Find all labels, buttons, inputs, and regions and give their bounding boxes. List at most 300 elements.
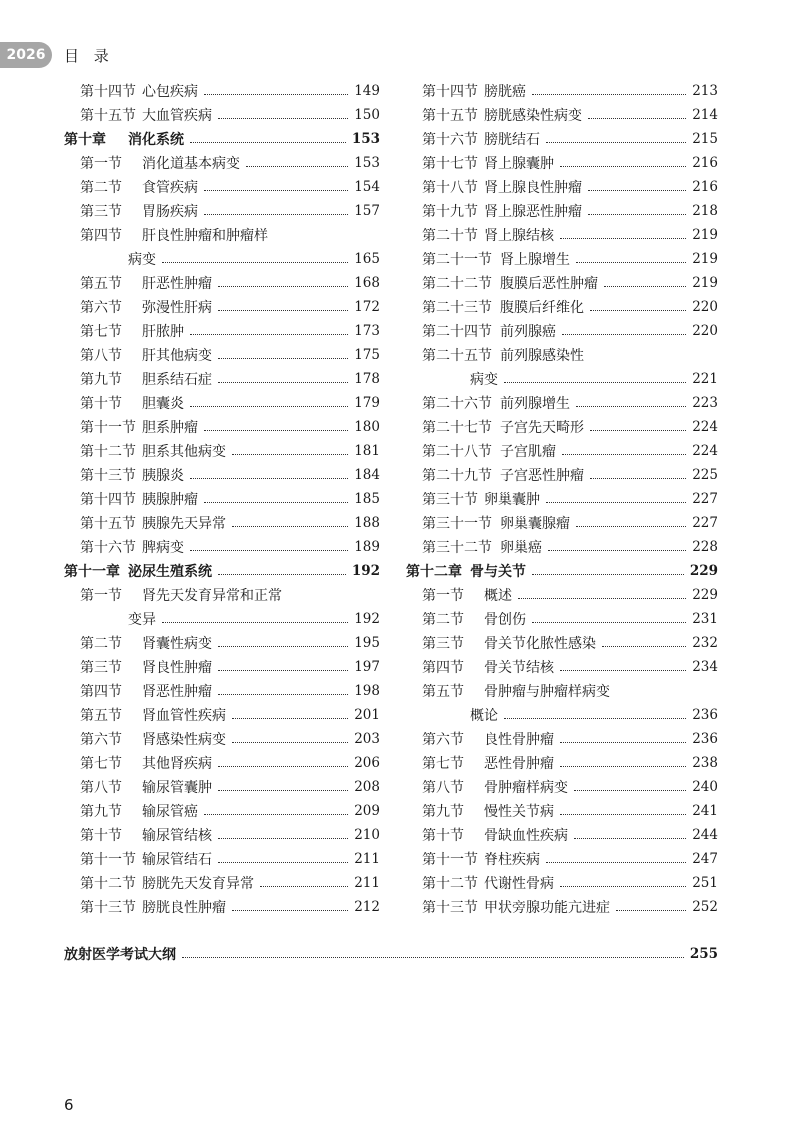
dot-leader: [588, 214, 686, 215]
header-title: 目 录: [64, 46, 114, 65]
toc-entry-title: 食管疾病: [142, 180, 198, 196]
toc-section-entry[interactable]: [64, 655, 380, 679]
toc-entry-number: 第十六节: [80, 540, 136, 556]
dot-leader: [218, 766, 348, 767]
toc-section-entry[interactable]: [64, 391, 380, 415]
dot-leader: [590, 430, 686, 431]
dot-leader: [616, 910, 686, 911]
toc-entry-number: 第五节: [80, 708, 122, 724]
toc-entry-title: 慢性关节病: [484, 804, 554, 820]
dot-leader: [562, 454, 686, 455]
toc-entry-page: 220: [692, 299, 718, 315]
toc-entry-number: 第十节: [80, 396, 122, 412]
toc-entry-title: 概论: [470, 708, 498, 724]
toc-entry-page: 219: [692, 275, 718, 291]
toc-section-entry[interactable]: [406, 223, 718, 247]
toc-section-entry[interactable]: [64, 175, 380, 199]
toc-entry-page: 209: [354, 803, 380, 819]
toc-entry-title: 子宫恶性肿瘤: [500, 468, 584, 484]
toc-entry-number: 第六节: [80, 300, 122, 316]
toc-entry-number: 第九节: [80, 804, 122, 820]
dot-leader: [204, 814, 348, 815]
toc-entry-number: 第二节: [80, 180, 122, 196]
toc-entry-number: 第十七节: [422, 156, 478, 172]
toc-entry-page: 168: [354, 275, 380, 291]
toc-section-entry[interactable]: [406, 823, 718, 847]
dot-leader: [204, 214, 348, 215]
toc-entry-page: 220: [692, 323, 718, 339]
toc-section-entry[interactable]: [406, 199, 718, 223]
dot-leader: [560, 670, 686, 671]
toc-entry-page: 224: [692, 443, 718, 459]
toc-entry-title: 输尿管癌: [142, 804, 198, 820]
toc-section-entry[interactable]: [406, 175, 718, 199]
toc-entry-number: 第二十八节: [422, 444, 492, 460]
toc-entry-number: 第十二节: [80, 444, 136, 460]
toc-section-entry[interactable]: [64, 895, 380, 919]
toc-entry-title: 前列腺癌: [500, 324, 556, 340]
toc-entry-title: 脾病变: [142, 540, 184, 556]
toc-entry-page: 234: [692, 659, 718, 675]
toc-section-entry[interactable]: [406, 775, 718, 799]
toc-entry-title: 肾上腺恶性肿瘤: [484, 204, 582, 220]
toc-entry-number: 第十一节: [80, 852, 136, 868]
toc-entry-page: 232: [692, 635, 718, 651]
toc-entry-number: 第二十二节: [422, 276, 492, 292]
dot-leader: [218, 790, 348, 791]
toc-entry-number: 第六节: [80, 732, 122, 748]
toc-entry-page: 240: [692, 779, 718, 795]
dot-leader: [218, 862, 348, 863]
toc-section-entry[interactable]: [64, 199, 380, 223]
toc-entry-page: 224: [692, 419, 718, 435]
toc-section-entry[interactable]: [64, 463, 380, 487]
toc-entry-number: 第十一节: [80, 420, 136, 436]
toc-section-entry[interactable]: [64, 727, 380, 751]
toc-entry-title: 肾血管性疾病: [142, 708, 226, 724]
toc-section-entry[interactable]: [64, 79, 380, 103]
toc-section-entry[interactable]: [406, 607, 718, 631]
toc-section-entry[interactable]: [64, 823, 380, 847]
dot-leader: [590, 310, 686, 311]
toc-entry-number: 第十六节: [422, 132, 478, 148]
toc-entry-page: 192: [351, 563, 380, 579]
dot-leader: [518, 598, 686, 599]
toc-entry-title: 胰腺炎: [142, 468, 184, 484]
toc-entry-page: 228: [692, 539, 718, 555]
dot-leader: [604, 286, 686, 287]
toc-entry-page: 206: [354, 755, 380, 771]
toc-entry-title: 膀胱先天发育异常: [142, 876, 254, 892]
toc-entry-title: 胆系其他病变: [142, 444, 226, 460]
toc-chapter-entry[interactable]: [64, 127, 380, 151]
toc-entry-page: 153: [351, 131, 380, 147]
toc-entry-page: 216: [692, 179, 718, 195]
toc-section-entry[interactable]: [64, 295, 380, 319]
toc-entry-number: 第三十节: [422, 492, 478, 508]
toc-entry-number: 第二十节: [422, 228, 478, 244]
dot-leader: [218, 382, 348, 383]
toc-section-entry[interactable]: [64, 799, 380, 823]
toc-entry-page: 236: [692, 731, 718, 747]
toc-entry-page: 184: [354, 467, 380, 483]
toc-entry-number: 第四节: [80, 228, 122, 244]
toc-entry-number: 第八节: [80, 348, 122, 364]
toc-entry-title: 代谢性骨病: [484, 876, 554, 892]
toc-section-entry[interactable]: [406, 463, 718, 487]
toc-entry-number: 第二十九节: [422, 468, 492, 484]
toc-section-entry[interactable]: [406, 127, 718, 151]
dot-leader: [218, 694, 348, 695]
toc-entry-page: 165: [354, 251, 380, 267]
dot-leader: [232, 526, 348, 527]
toc-entry-title: 胰腺肿瘤: [142, 492, 198, 508]
toc-entry-number: 第五节: [80, 276, 122, 292]
toc-right-column: [406, 79, 718, 919]
dot-leader: [232, 742, 348, 743]
toc-section-entry[interactable]: [406, 151, 718, 175]
toc-section-entry[interactable]: [406, 751, 718, 775]
toc-entry-page: 241: [692, 803, 718, 819]
dot-leader: [218, 358, 348, 359]
toc-section-entry[interactable]: [64, 775, 380, 799]
toc-entry-page: 229: [692, 587, 718, 603]
toc-section-entry[interactable]: [64, 703, 380, 727]
toc-entry-number: 第一节: [80, 156, 122, 172]
toc-entry-page: 173: [354, 323, 380, 339]
toc-entry-number: 第三节: [422, 636, 464, 652]
toc-entry-number: 第一节: [80, 588, 122, 604]
toc-section-entry[interactable]: [406, 439, 718, 463]
toc-section-entry[interactable]: [406, 319, 718, 343]
toc-entry-title: 骨缺血性疾病: [484, 828, 568, 844]
toc-section-entry[interactable]: [64, 511, 380, 535]
toc-section-entry[interactable]: [406, 847, 718, 871]
toc-entry-title: 其他肾疾病: [142, 756, 212, 772]
dot-leader: [532, 574, 684, 575]
dot-leader: [204, 430, 348, 431]
dot-leader: [204, 94, 348, 95]
toc-entry-page: 219: [692, 251, 718, 267]
toc-section-entry[interactable]: [406, 631, 718, 655]
dot-leader: [560, 742, 686, 743]
toc-entry-title: 卵巢囊肿: [484, 492, 540, 508]
page-number: 6: [64, 1096, 74, 1114]
toc-entry-number: 第十节: [422, 828, 464, 844]
toc-entry-title: 消化道基本病变: [142, 156, 240, 172]
toc-entry-page: 211: [354, 851, 380, 867]
toc-entry-title: 输尿管结石: [142, 852, 212, 868]
toc-entry-page: 201: [354, 707, 380, 723]
toc-entry-title: 腹膜后恶性肿瘤: [500, 276, 598, 292]
toc-entry-page: 219: [692, 227, 718, 243]
dot-leader: [590, 478, 686, 479]
toc-entry-page: 221: [692, 371, 718, 387]
toc-section-entry[interactable]: [64, 367, 380, 391]
toc-section-entry[interactable]: [64, 151, 380, 175]
toc-entry-number: 第七节: [422, 756, 464, 772]
toc-entry-number: 第十四节: [422, 84, 478, 100]
dot-leader: [246, 166, 348, 167]
dot-leader: [190, 142, 346, 143]
toc-entry-number: 第二十七节: [422, 420, 492, 436]
toc-section-entry[interactable]: [406, 799, 718, 823]
toc-entry-title: 肾感染性病变: [142, 732, 226, 748]
toc-entry-page: 192: [354, 611, 380, 627]
dot-leader: [190, 406, 348, 407]
toc-section-entry[interactable]: [64, 535, 380, 559]
toc-section-entry[interactable]: [406, 487, 718, 511]
toc-entry-title: 骨肿瘤与肿瘤样病变: [484, 684, 610, 700]
toc-section-entry[interactable]: [406, 511, 718, 535]
toc-entry-number: 第十三节: [80, 468, 136, 484]
toc-entry-title: 膀胱结石: [484, 132, 540, 148]
toc-entry-title: 骨关节结核: [484, 660, 554, 676]
dot-leader: [204, 502, 348, 503]
dot-leader: [232, 454, 348, 455]
dot-leader: [532, 94, 686, 95]
toc-entry-page: 178: [354, 371, 380, 387]
toc-entry-number: 第二十三节: [422, 300, 492, 316]
toc-entry-number: 第七节: [80, 756, 122, 772]
toc-entry-page: 197: [354, 659, 380, 675]
toc-entry-page: 225: [692, 467, 718, 483]
toc-section-entry[interactable]: [406, 679, 718, 703]
toc-entry-title: 腹膜后纤维化: [500, 300, 584, 316]
toc-entry-title: 胃肠疾病: [142, 204, 198, 220]
toc-entry-page: 208: [354, 779, 380, 795]
toc-entry-page: 251: [692, 875, 718, 891]
dot-leader: [232, 910, 348, 911]
dot-leader: [162, 622, 348, 623]
toc-section-entry[interactable]: [64, 223, 380, 247]
toc-entry-title: 膀胱感染性病变: [484, 108, 582, 124]
dot-leader: [504, 382, 686, 383]
toc-section-entry[interactable]: [406, 295, 718, 319]
toc-entry-number: 第二十四节: [422, 324, 492, 340]
toc-entry-page: 213: [692, 83, 718, 99]
toc-entry-title: 膀胱良性肿瘤: [142, 900, 226, 916]
toc-entry-number: 第十五节: [80, 108, 136, 124]
dot-leader: [546, 862, 686, 863]
dot-leader: [560, 814, 686, 815]
toc-entry-title: 消化系统: [128, 132, 184, 148]
toc-entry-number: 第三节: [80, 204, 122, 220]
toc-section-entry[interactable]: [406, 247, 718, 271]
toc-entry-title: 弥漫性肝病: [142, 300, 212, 316]
toc-section-entry[interactable]: [64, 415, 380, 439]
toc-entry-title: 心包疾病: [142, 84, 198, 100]
toc-entry-title: 前列腺感染性: [500, 348, 584, 364]
toc-entry-page: 154: [354, 179, 380, 195]
dot-leader: [190, 550, 348, 551]
toc-entry-number: 第二十五节: [422, 348, 492, 364]
dot-leader: [232, 718, 348, 719]
toc-chapter-entry[interactable]: [406, 559, 718, 583]
toc-entry-title: 肾上腺囊肿: [484, 156, 554, 172]
toc-entry-page: 229: [689, 563, 718, 579]
toc-section-entry[interactable]: [406, 703, 718, 727]
toc-entry-page: 181: [354, 443, 380, 459]
toc-entry-title: 泌尿生殖系统: [128, 564, 212, 580]
toc-section-entry[interactable]: [64, 583, 380, 607]
toc-entry-number: 第一节: [422, 588, 464, 604]
toc-section-entry[interactable]: [406, 271, 718, 295]
toc-chapter-entry[interactable]: [64, 559, 380, 583]
toc-entry-title: 胆系肿瘤: [142, 420, 198, 436]
dot-leader: [560, 166, 686, 167]
toc-entry-title: 甲状旁腺功能亢进症: [484, 900, 610, 916]
toc-entry-page: 212: [354, 899, 380, 915]
toc-section-entry[interactable]: [406, 343, 718, 367]
toc-entry-page: 203: [354, 731, 380, 747]
toc-entry-number: 第八节: [422, 780, 464, 796]
toc-entry-number: 第二节: [80, 636, 122, 652]
toc-entry-number: 第十章: [64, 132, 106, 148]
toc-left-column: [64, 79, 380, 919]
toc-entry-page: 223: [692, 395, 718, 411]
toc-entry-number: 第四节: [80, 684, 122, 700]
toc-entry-page: 227: [692, 515, 718, 531]
dot-leader: [560, 766, 686, 767]
toc-entry-title: 子宫先天畸形: [500, 420, 584, 436]
toc-section-entry[interactable]: [64, 103, 380, 127]
dot-leader: [182, 957, 684, 958]
toc-entry-number: 第十二节: [422, 876, 478, 892]
toc-entry-title: 子宫肌瘤: [500, 444, 556, 460]
dot-leader: [562, 334, 686, 335]
dot-leader: [218, 838, 348, 839]
toc-entry-number: 第十三节: [422, 900, 478, 916]
toc-entry-page: 189: [354, 539, 380, 555]
toc-entry-title: 概述: [484, 588, 512, 604]
toc-section-entry[interactable]: [406, 583, 718, 607]
toc-entry-title: 大血管疾病: [142, 108, 212, 124]
dot-leader: [218, 670, 348, 671]
toc-entry-page: 252: [692, 899, 718, 915]
year-badge: 2026: [0, 42, 52, 68]
toc-entry-number: 第十九节: [422, 204, 478, 220]
toc-section-entry[interactable]: [64, 847, 380, 871]
toc-entry-exam-outline[interactable]: [64, 942, 718, 966]
toc-section-entry[interactable]: [64, 271, 380, 295]
toc-entry-title: 病变: [470, 372, 498, 388]
dot-leader: [576, 262, 686, 263]
toc-section-entry[interactable]: [406, 727, 718, 751]
dot-leader: [504, 718, 686, 719]
toc-entry-title: 输尿管结核: [142, 828, 212, 844]
toc-entry-number: 第十三节: [80, 900, 136, 916]
toc-entry-number: 第二十六节: [422, 396, 492, 412]
toc-entry-page: 244: [692, 827, 718, 843]
toc-entry-page: 214: [692, 107, 718, 123]
dot-leader: [218, 310, 348, 311]
dot-leader: [588, 190, 686, 191]
dot-leader: [190, 334, 348, 335]
toc-entry-title: 输尿管囊肿: [142, 780, 212, 796]
toc-entry-number: 第十八节: [422, 180, 478, 196]
toc-section-entry[interactable]: [406, 535, 718, 559]
toc-section-entry[interactable]: [64, 607, 380, 631]
dot-leader: [588, 118, 686, 119]
toc-section-entry[interactable]: [64, 439, 380, 463]
toc-section-entry[interactable]: [406, 367, 718, 391]
toc-entry-number: 第十二章: [406, 564, 462, 580]
toc-section-entry[interactable]: [406, 391, 718, 415]
dot-leader: [546, 502, 686, 503]
toc-section-entry[interactable]: [406, 103, 718, 127]
toc-entry-page: 218: [692, 203, 718, 219]
toc-section-entry[interactable]: [64, 487, 380, 511]
toc-entry-page: 227: [692, 491, 718, 507]
toc-section-entry[interactable]: [64, 343, 380, 367]
toc-entry-title: 前列腺增生: [500, 396, 570, 412]
toc-entry-title: 胰腺先天异常: [142, 516, 226, 532]
dot-leader: [560, 238, 686, 239]
toc-entry-page: 198: [354, 683, 380, 699]
toc-entry-page: 210: [354, 827, 380, 843]
dot-leader: [218, 286, 348, 287]
dot-leader: [218, 118, 348, 119]
toc-entry-page: 188: [354, 515, 380, 531]
toc-entry-title: 肾上腺增生: [500, 252, 570, 268]
toc-entry-title: 卵巢癌: [500, 540, 542, 556]
dot-leader: [162, 262, 348, 263]
toc-entry-title: 肾恶性肿瘤: [142, 684, 212, 700]
toc-entry-number: 第八节: [80, 780, 122, 796]
toc-entry-title: 恶性骨肿瘤: [484, 756, 554, 772]
toc-entry-title: 肝良性肿瘤和肿瘤样: [142, 228, 268, 244]
toc-entry-number: 第九节: [422, 804, 464, 820]
dot-leader: [602, 646, 686, 647]
dot-leader: [560, 886, 686, 887]
toc-entry-title: 卵巢囊腺瘤: [500, 516, 570, 532]
toc-section-entry[interactable]: [406, 79, 718, 103]
toc-section-entry[interactable]: [406, 415, 718, 439]
toc-entry-title: 胆系结石症: [142, 372, 212, 388]
dot-leader: [190, 478, 348, 479]
toc-entry-title: 肾良性肿瘤: [142, 660, 212, 676]
toc-section-entry[interactable]: [64, 751, 380, 775]
toc-entry-title: 肝恶性肿瘤: [142, 276, 212, 292]
toc-entry-number: 第九节: [80, 372, 122, 388]
toc-section-entry[interactable]: [64, 871, 380, 895]
dot-leader: [218, 574, 346, 575]
toc-entry-page: 157: [354, 203, 380, 219]
toc-section-entry[interactable]: [64, 679, 380, 703]
toc-section-entry[interactable]: [64, 319, 380, 343]
toc-section-entry[interactable]: [406, 895, 718, 919]
toc-entry-title: 肝其他病变: [142, 348, 212, 364]
toc-entry-page: 179: [354, 395, 380, 411]
toc-section-entry[interactable]: [406, 655, 718, 679]
toc-section-entry[interactable]: [406, 871, 718, 895]
toc-entry-title: 骨肿瘤样病变: [484, 780, 568, 796]
toc-entry-title: 放射医学考试大纲: [64, 947, 176, 963]
toc-section-entry[interactable]: [64, 247, 380, 271]
toc-entry-title: 骨关节化脓性感染: [484, 636, 596, 652]
toc-entry-page: 150: [354, 107, 380, 123]
toc-section-entry[interactable]: [64, 631, 380, 655]
toc-entry-title: 肝脓肿: [142, 324, 184, 340]
toc-entry-title: 良性骨肿瘤: [484, 732, 554, 748]
toc-entry-page: 231: [692, 611, 718, 627]
toc-entry-number: 第七节: [80, 324, 122, 340]
toc-entry-page: 211: [354, 875, 380, 891]
dot-leader: [574, 790, 686, 791]
dot-leader: [260, 886, 348, 887]
toc-entry-page: 255: [689, 946, 718, 962]
